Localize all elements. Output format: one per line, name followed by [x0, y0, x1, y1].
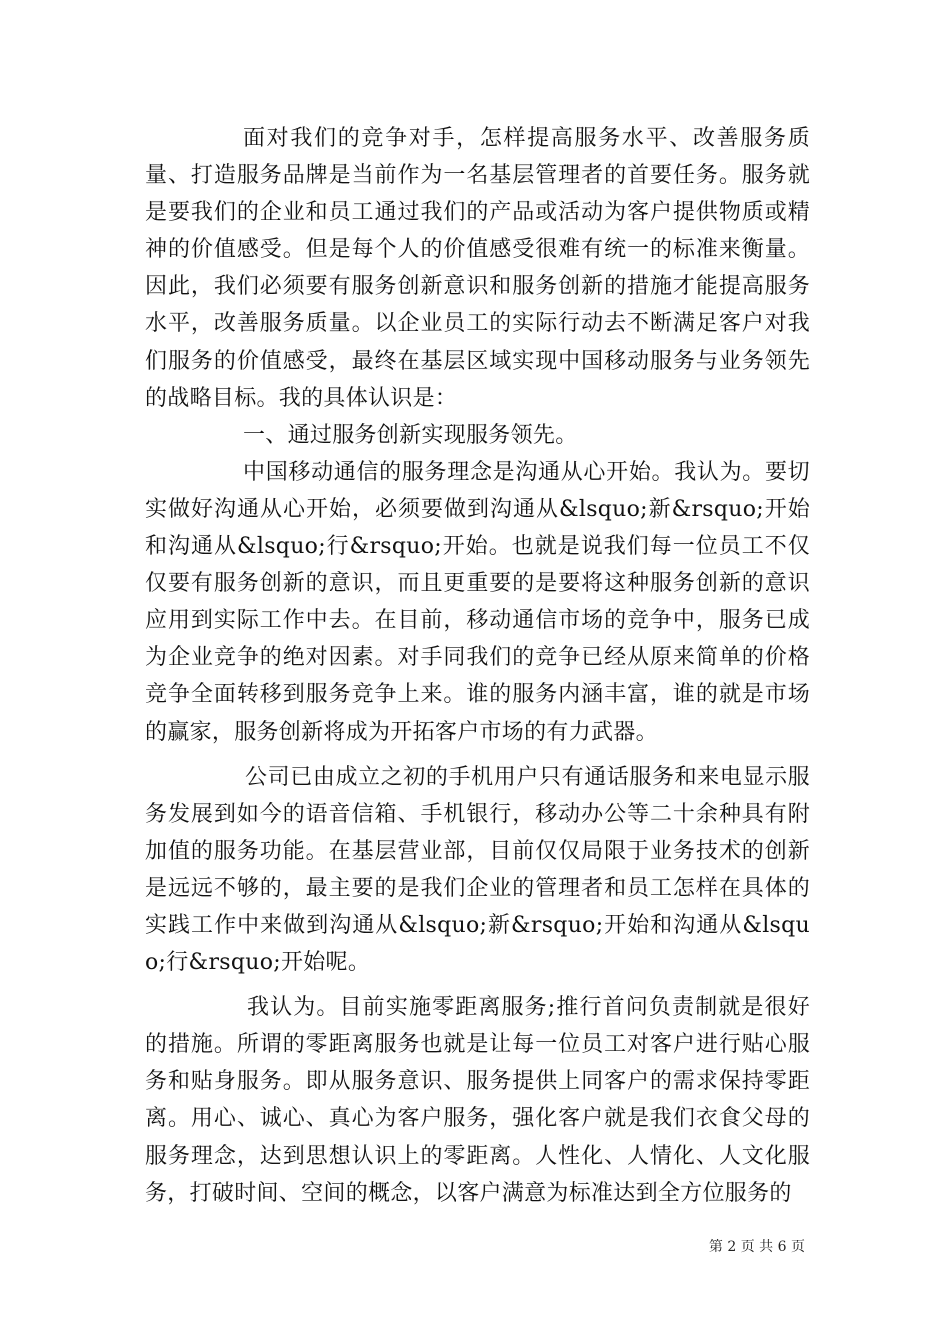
paragraph-gap — [145, 751, 810, 759]
paragraph-gap — [145, 981, 810, 989]
paragraph-company-development: 公司已由成立之初的手机用户只有通话服务和来电显示服务发展到如今的语音信箱、手机银行，移动办公等二十余种具有附加值的服务功能。在基层营业部，目前仅仅局限于业务技术的创新是远远不够的，最主要的是我们企业的管理者和员工怎样在具体的实践工作中来做到沟通从&lsquo;新&rsquo;开始和沟通从&lsquo;行&rsquo;开始呢。 — [145, 764, 810, 976]
paragraph-zero-distance: 我认为。目前实施零距离服务;推行首问负责制就是很好的措施。所谓的零距离服务也就是让每一位员工对客户进行贴心服务和贴身服务。即从服务意识、服务提供上同客户的需求保持零距离。用心、诚心、真心为客户服务，强化客户就是我们衣食父母的服务理念，达到思想认识上的零距离。人性化、人情化、人文化服务，打破时间、空间的概念，以客户满意为标准达到全方位服务的 — [145, 995, 810, 1206]
paragraph-service-concept: 中国移动通信的服务理念是沟通从心开始。我认为。要切实做好沟通从心开始，必须要做到沟通从&lsquo;新&rsquo;开始和沟通从&lsquo;行&rsquo;开始。也就是说我们每一位员工不仅仅要有服务创新的意识，而且更重要的是要将这种服务创新的意识应用到实际工作中去。在目前，移动通信市场的竞争中，服务已成为企业竞争的绝对因素。对手同我们的竞争已经从原来简单的价格竞争全面转移到服务竞争上来。谁的服务内涵丰富，谁的就是市场的赢家，服务创新将成为开拓客户市场的有力武器。 — [145, 459, 810, 745]
document-body — [145, 120, 810, 1212]
paragraph-intro: 面对我们的竞争对手，怎样提高服务水平、改善服务质量、打造服务品牌是当前作为一名基层管理者的首要任务。服务就是要我们的企业和员工通过我们的产品或活动为客户提供物质或精神的价值感受。但是每个人的价值感受很难有统一的标准来衡量。因此，我们必须要有服务创新意识和服务创新的措施才能提高服务水平，改善服务质量。以企业员工的实际行动去不断满足客户对我们服务的价值感受，最终在基层区域实现中国移动服务与业务领先的战略目标。我的具体认识是： — [145, 126, 810, 411]
page-number-footer: 第 2 页 共 6 页 — [708, 1239, 805, 1255]
section-heading-1: 一、通过服务创新实现服务领先。 — [243, 422, 578, 448]
